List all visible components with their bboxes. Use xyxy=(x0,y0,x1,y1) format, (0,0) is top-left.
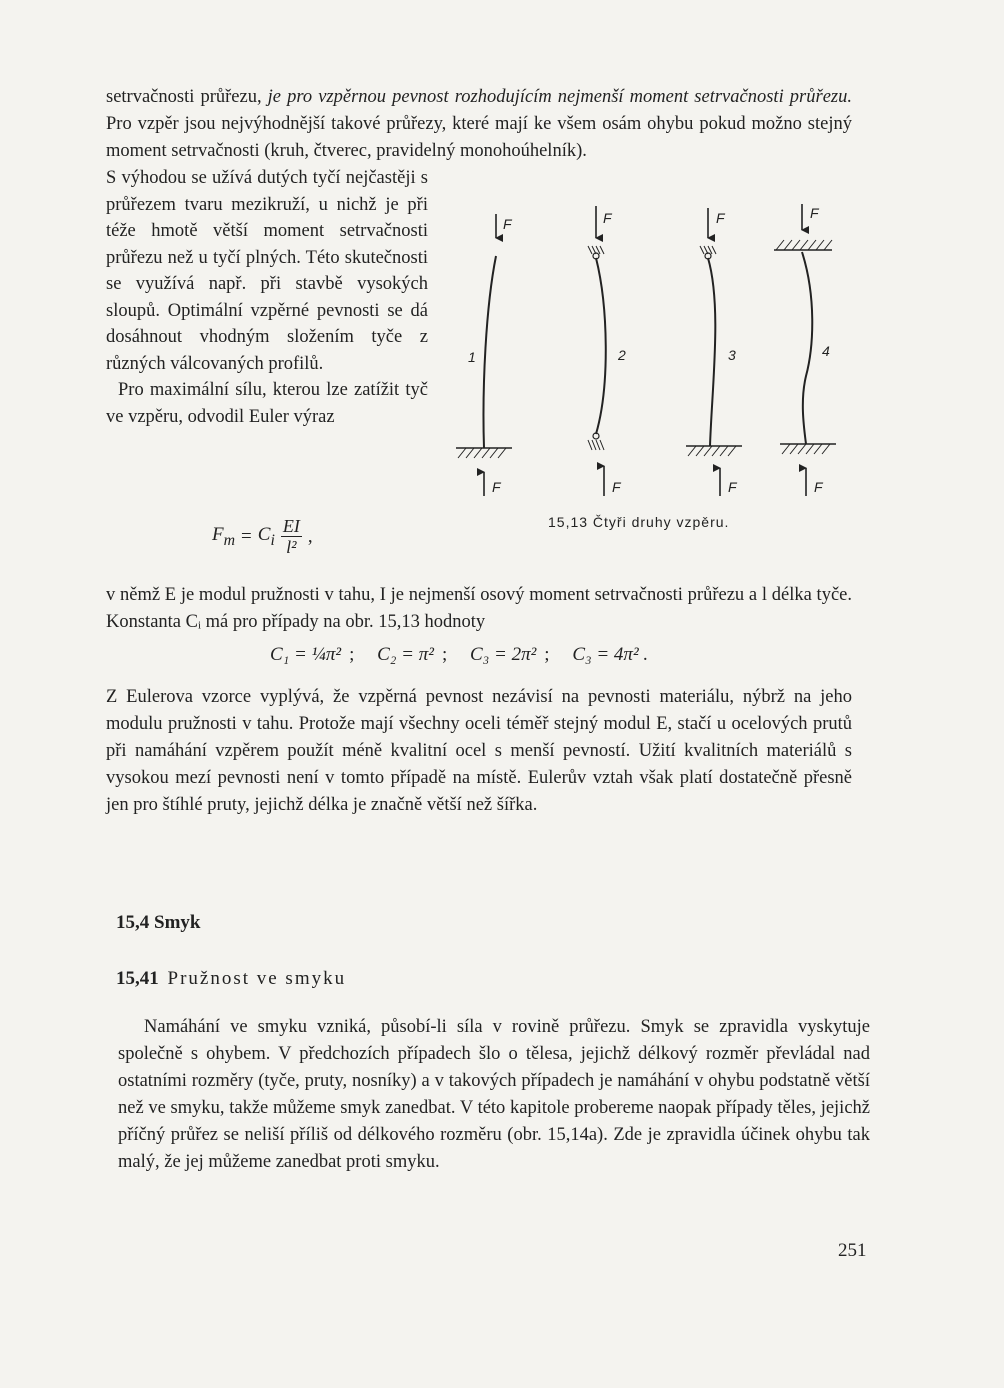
formula-equals: = xyxy=(241,525,252,547)
deflected-beam xyxy=(708,258,715,446)
constant-c2: C₂ = π² xyxy=(377,644,434,665)
section-heading: 15,4 Smyk xyxy=(116,912,201,933)
buckling-figure xyxy=(440,196,860,512)
beam-label: 2 xyxy=(618,347,626,363)
beam-label: 4 xyxy=(822,343,830,359)
emphasized-statement: je pro vzpěrnou pevnost rozhodujícím nejmenší moment setrvačnosti průřezu. xyxy=(267,87,852,107)
formula-fraction xyxy=(281,516,302,557)
paragraph-euler-intro: Pro maximální sílu, kterou lze zatížit tyč ve vzpěru, odvodil Euler výraz xyxy=(106,380,428,427)
beam-case-4 xyxy=(774,204,836,496)
pin-support-bottom xyxy=(588,440,604,450)
force-label: F xyxy=(810,205,819,221)
hatching xyxy=(776,240,832,250)
subsection-title: Pružnost ve smyku xyxy=(167,968,347,989)
force-label: F xyxy=(492,479,501,495)
formula-comma: , xyxy=(307,525,313,547)
subsection-number: 15,41 xyxy=(116,968,159,989)
force-label: F xyxy=(603,210,612,226)
figure-caption: 15,13 Čtyři druhy vzpěru. xyxy=(548,514,730,530)
force-label: F xyxy=(814,479,823,495)
formula-denominator: l² xyxy=(286,537,297,557)
paragraph-euler-consequences: Z Eulerova vzorce vyplývá, že vzpěrná pevnost nezávisí na pevnosti materiálu, nýbrž na jeho modulu pružnosti v tahu. Protože mají všechny oceli téměř stejný modul E, stačí u ocelových prutů při namáhání vzpěrem použít méně kvalitní ocel s menší pevností. Užití kvalitních materiálů s vysokou mezí pevnosti není v tomto případě na místě. Eulerův vztah však platí dostatečně přesně jen pro štíhlé pruty, jejichž délka je značně větší než šířka. xyxy=(106,687,852,815)
deflected-beam xyxy=(802,252,812,444)
force-label: F xyxy=(716,210,725,226)
deflected-beam xyxy=(596,258,606,434)
formula-coefficient: $C_i$ xyxy=(257,523,275,549)
hatching xyxy=(688,446,736,456)
paragraph-shear: Namáhání ve smyku vzniká, působí-li síla v rovině průřezu. Smyk se zpravidla vyskytuje společně s ohybem. V předchozích případech šlo o tělesa, jejichž délkový rozměr převládal nad ostatními rozměry (tyče, pruty, nosníky) a v takových případech je namáhání v ohybu podstatně větší než ve smyku, takže můžeme smyk zanedbat. V této kapitole probereme naopak případy těles, jejichž příčný průřez se neliší příliš od délkového rozměru (obr. 15,14a). Zde je zpravidla účinek ohybu tak malý, že jej můžeme zanedbat proti smyku. xyxy=(118,1017,870,1172)
paragraph-hollow-rods xyxy=(106,165,428,430)
paragraph-formula-explanation: v němž E je modul pružnosti v tahu, I je nejmenší osový moment setrvačnosti průřezu a l délka tyče. Konstanta Cᵢ má pro případy na obr. 15,13 hodnoty xyxy=(106,585,852,632)
beam-label: 1 xyxy=(468,349,476,365)
paragraph-hollow-rods-text: S výhodou se užívá dutých tyčí nejčastěji s průřezem tvaru mezikruží, u nichž je při téže hmotě větší moment setrvačnosti průřezu než u tyčí plných. Této skutečnosti se využívá např. při stavbě vysokých sloupů. Optimální vzpěrné pevnosti se dá dosáhnout vhodným složením tyče z různých válcovaných profilů. xyxy=(106,168,428,374)
formula-numerator: EI xyxy=(282,516,300,536)
formula-lhs: $F_m$ xyxy=(212,523,236,549)
constants-line: C₁ = ¼π² ; C₂ = π² ; C₃ = 2π² ; C₃ = 4π² . xyxy=(270,644,649,665)
hatching xyxy=(458,448,506,458)
constant-c4: C₃ = 4π² . xyxy=(572,644,649,665)
beam-case-2 xyxy=(588,206,626,496)
force-label: F xyxy=(612,479,621,495)
force-label: F xyxy=(728,479,737,495)
beam-label: 3 xyxy=(728,347,736,363)
force-label: F xyxy=(503,216,512,232)
constant-c3: C₃ = 2π² xyxy=(469,644,537,665)
hatching xyxy=(782,444,830,454)
deflected-beam xyxy=(484,256,497,448)
page-number: 251 xyxy=(838,1240,867,1261)
paragraph-moment-of-inertia: setrvačnosti průřezu, je pro vzpěrnou pevnost rozhodujícím nejmenší moment setrvačnosti průřezu. Pro vzpěr jsou nejvýhodnější takové průřezy, které mají ke všem osám ohybu pokud možno stejný moment setrvačnosti (kruh, čtverec, pravidelný monohoúhelník). xyxy=(106,87,852,161)
euler-formula xyxy=(212,516,313,557)
subsection-heading xyxy=(116,968,346,990)
beam-case-1 xyxy=(456,214,513,496)
constant-c1: C₁ = ¼π² xyxy=(270,644,342,665)
beam-case-3 xyxy=(686,208,742,496)
